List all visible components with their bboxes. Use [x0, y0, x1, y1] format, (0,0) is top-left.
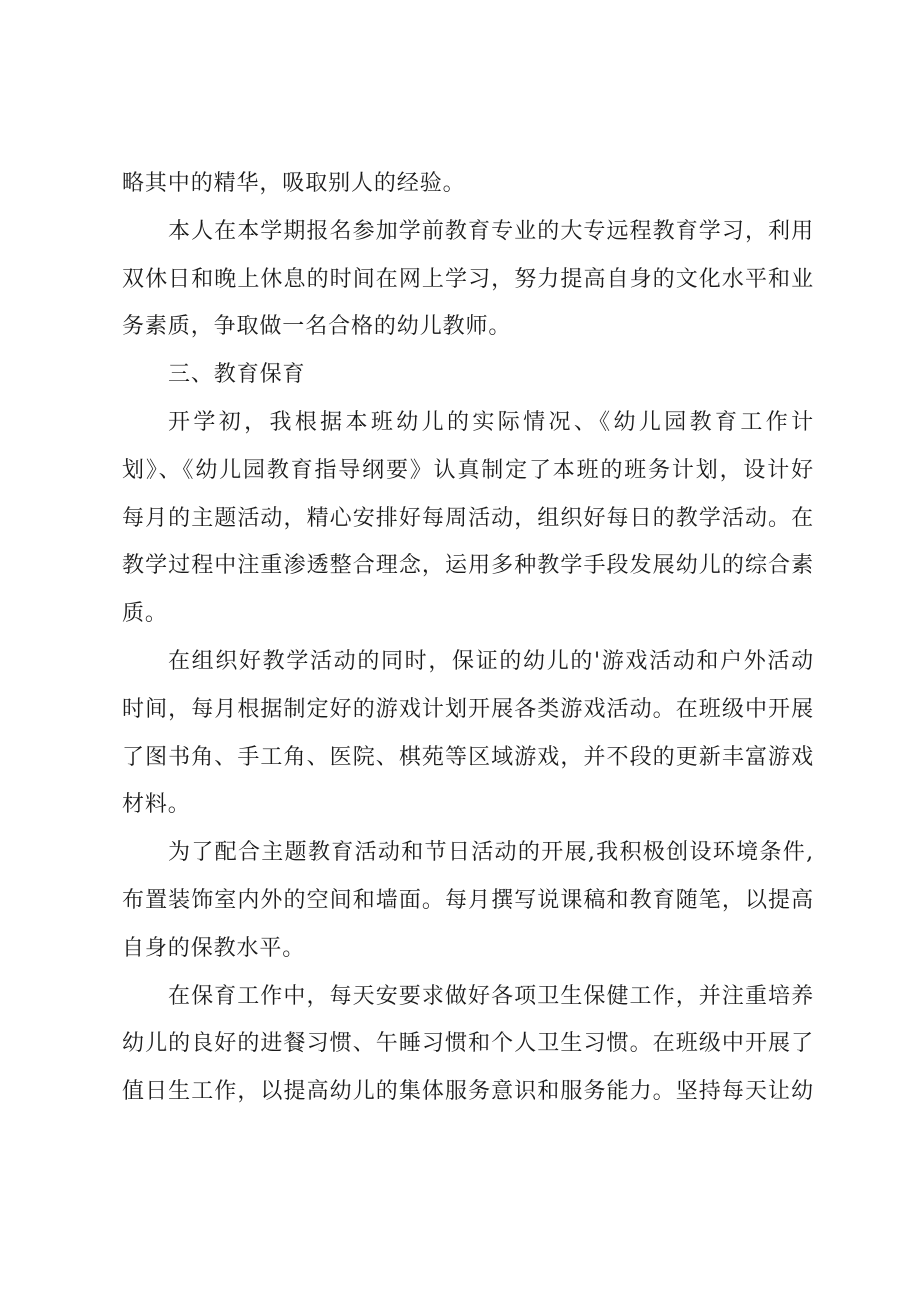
paragraph-distance-learning — [122, 208, 814, 351]
text-line: 教学过程中注重渗透整合理念，运用多种教学手段发展幼儿的综合素 — [122, 553, 814, 579]
paragraph-environment — [122, 829, 814, 972]
text-line: 了图书角、手工角、医院、棋苑等区域游戏，并不段的更新丰富游戏 — [122, 744, 814, 770]
text-line: 为了配合主题教育活动和节日活动的开展,我积极创设环境条件, — [168, 840, 814, 866]
text-line: 在组织好教学活动的同时，保证的幼儿的'游戏活动和户外活动 — [168, 648, 814, 674]
section-heading — [122, 351, 814, 399]
paragraph-continuation — [122, 160, 814, 208]
text-line: 材料。 — [122, 792, 191, 818]
text-line: 质。 — [122, 601, 168, 627]
text-line: 时间，每月根据制定好的游戏计划开展各类游戏活动。在班级中开展 — [122, 696, 814, 722]
document-page — [122, 160, 814, 1116]
text-line: 划》、《幼儿园教育指导纲要》认真制定了本班的班务计划，设计好 — [122, 457, 814, 483]
paragraph-class-plan — [122, 399, 814, 638]
text-line: 值日生工作，以提高幼儿的集体服务意识和服务能力。坚持每天让幼 — [122, 1079, 814, 1105]
text-line: 本人在本学期报名参加学前教育专业的大专远程教育学习，利用 — [168, 218, 814, 244]
text-line: 自身的保教水平。 — [122, 935, 306, 961]
text-line: 在保育工作中，每天安要求做好各项卫生保健工作，并注重培养 — [168, 983, 814, 1009]
text-line: 开学初，我根据本班幼儿的实际情况、《幼儿园教育工作计 — [168, 409, 814, 435]
text-line: 务素质，争取做一名合格的幼儿教师。 — [122, 314, 512, 340]
heading-text: 三、教育保育 — [168, 362, 306, 388]
text-line: 每月的主题活动，精心安排好每周活动，组织好每日的教学活动。在 — [122, 505, 814, 531]
text-line: 布置装饰室内外的空间和墙面。每月撰写说课稿和教育随笔，以提高 — [122, 887, 814, 913]
paragraph-game-activities — [122, 638, 814, 829]
text-line: 略其中的精华，吸取别人的经验。 — [122, 171, 466, 196]
text-line: 双休日和晚上休息的时间在网上学习，努力提高自身的文化水平和业 — [122, 266, 814, 292]
text-line: 幼儿的良好的进餐习惯、午睡习惯和个人卫生习惯。在班级中开展了 — [122, 1031, 814, 1057]
paragraph-childcare — [122, 973, 814, 1116]
